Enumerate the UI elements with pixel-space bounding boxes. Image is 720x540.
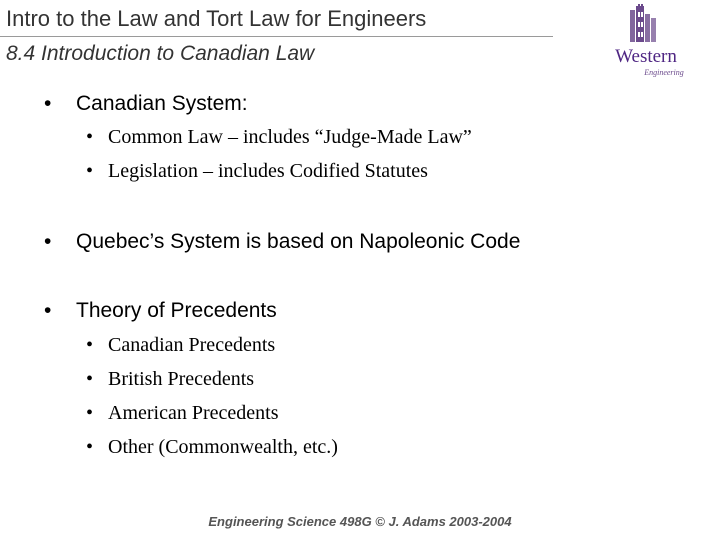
logo-wordmark: Western bbox=[615, 46, 677, 67]
title-divider bbox=[0, 36, 553, 37]
bullet-dot: • bbox=[44, 299, 52, 322]
sub-bullet-common-law bbox=[86, 126, 472, 149]
bullet-dot: • bbox=[86, 436, 94, 458]
course-title: Intro to the Law and Tort Law for Engineers bbox=[6, 6, 427, 31]
bullet-dot: • bbox=[86, 368, 94, 390]
footer-credit: Engineering Science 498G © J. Adams 2003-2004 bbox=[208, 514, 512, 529]
bullet-text: Quebec’s System is based on Napoleonic Code bbox=[76, 230, 521, 253]
sub-bullet-text: Other (Commonwealth, etc.) bbox=[108, 436, 338, 458]
bullet-canadian-system bbox=[44, 92, 248, 116]
sub-bullet-text: Legislation – includes Codified Statutes bbox=[108, 160, 428, 182]
bullet-theory-of-precedents bbox=[44, 299, 277, 323]
sub-bullet-american-precedents bbox=[86, 402, 278, 425]
sub-bullet-text: Common Law – includes “Judge-Made Law” bbox=[108, 126, 472, 148]
sub-bullet-text: American Precedents bbox=[108, 402, 279, 424]
sub-bullet-text: Canadian Precedents bbox=[108, 334, 276, 356]
sub-bullet-text: British Precedents bbox=[108, 368, 255, 390]
logo-subtitle: Engineering bbox=[644, 68, 684, 77]
bullet-dot: • bbox=[44, 92, 52, 115]
sub-bullet-other-precedents bbox=[86, 436, 338, 459]
bullet-dot: • bbox=[86, 402, 94, 424]
bullet-dot: • bbox=[86, 160, 94, 182]
bullet-dot: • bbox=[44, 230, 52, 253]
section-title: 8.4 Introduction to Canadian Law bbox=[6, 42, 315, 65]
western-logo bbox=[608, 4, 684, 80]
tower-icon bbox=[630, 4, 656, 42]
sub-bullet-canadian-precedents bbox=[86, 334, 275, 357]
bullet-text: Canadian System: bbox=[76, 92, 248, 115]
sub-bullet-british-precedents bbox=[86, 368, 254, 391]
bullet-text: Theory of Precedents bbox=[76, 299, 277, 322]
bullet-dot: • bbox=[86, 126, 94, 148]
bullet-dot: • bbox=[86, 334, 94, 356]
sub-bullet-legislation bbox=[86, 160, 428, 183]
bullet-quebec-system bbox=[44, 230, 520, 254]
